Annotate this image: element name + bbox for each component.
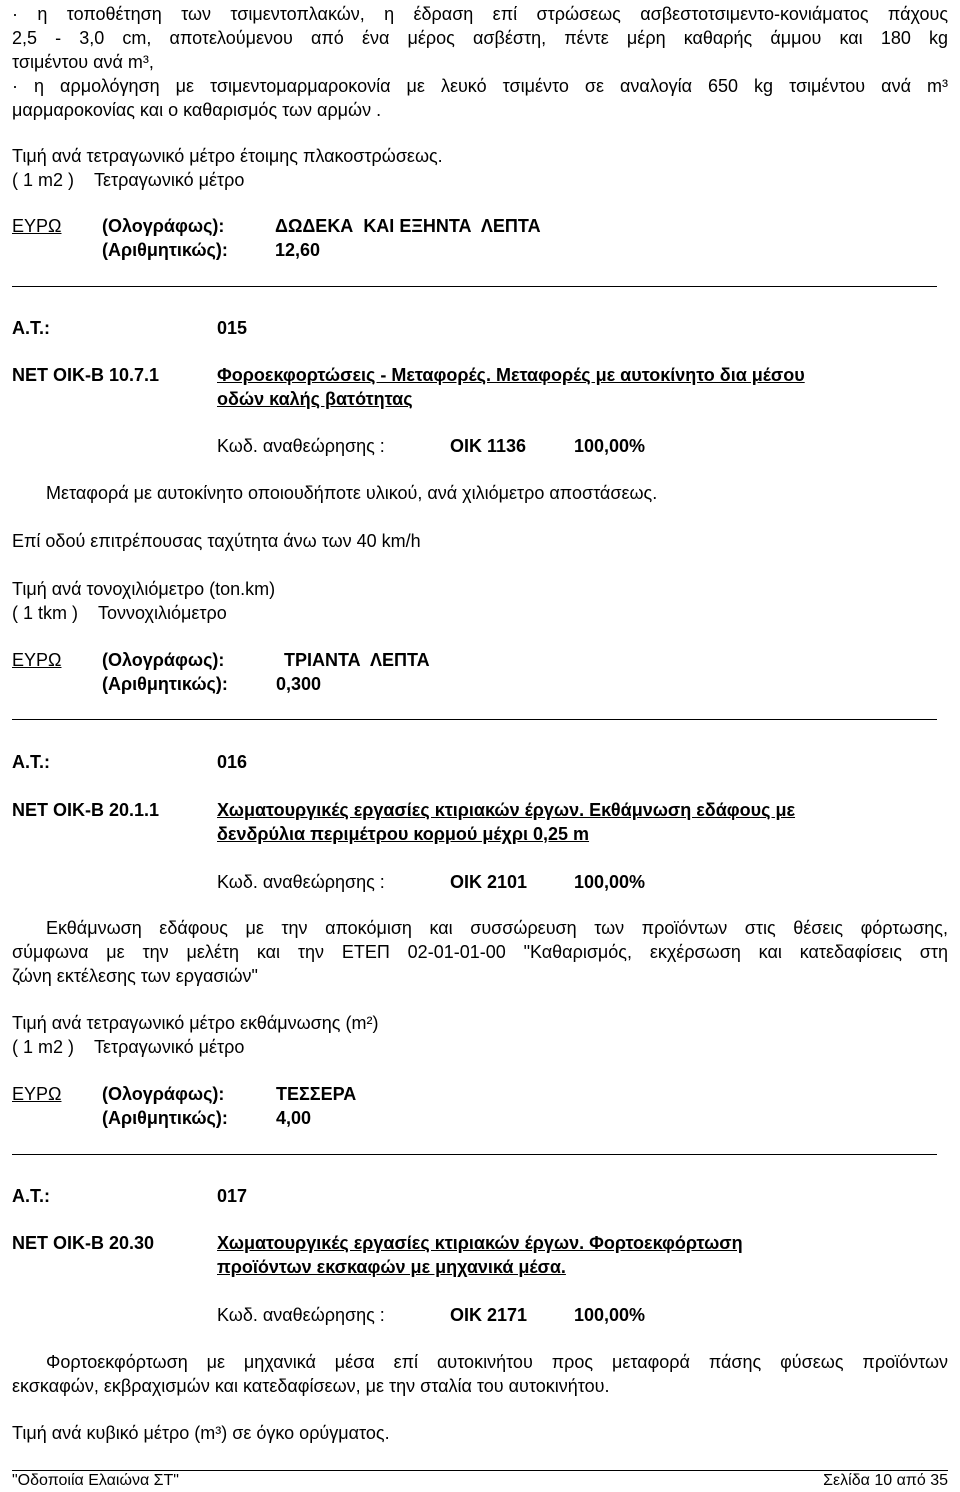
item-description: εκσκαφών, εκβραχισμών και κατεδαφίσεων, με την σταλία του αυτοκινήτου. (12, 1376, 610, 1396)
price-unit-text: Τιμή ανά τετραγωνικό μέτρο έτοιμης πλακοστρώσεως. (12, 146, 443, 166)
item-title: οδών καλής βατότητας (217, 389, 413, 409)
item-description: ζώνη εκτέλεσης των εργασιών" (12, 966, 258, 986)
item-title: Χωματουργικές εργασίες κτιριακών έργων. Εκθάμνωση εδάφους με (217, 800, 796, 820)
intro-line: μαρμαροκονίας και ο καθαρισμός των αρμών . (12, 100, 382, 120)
numeric-label: (Αριθμητικώς): (102, 674, 228, 694)
item-code: ΝΕΤ ΟΙΚ-Β 20.1.1 (12, 800, 160, 820)
intro-line: 2,5 - 3,0 cm, αποτελούμενου από ένα μέρος ασβέστη, πέντε μέρη καθαρής άμμου και 180 kg (12, 28, 948, 48)
revision-label: Κωδ. αναθεώρησης : (217, 1305, 385, 1325)
euro-label: ΕΥΡΩ (12, 650, 62, 670)
revision-percent: 100,00% (574, 872, 646, 892)
unit-text: ( 1 m2 ) Τετραγωνικό μέτρο (12, 170, 245, 190)
numeric-label: (Αριθμητικώς): (102, 240, 228, 260)
words-label: (Ολογράφως): (102, 1084, 225, 1104)
price-numeric: 4,00 (276, 1108, 312, 1128)
item-code: ΝΕΤ ΟΙΚ-Β 10.7.1 (12, 365, 160, 385)
item-at-number: 015 (217, 318, 248, 338)
price-unit-text: Τιμή ανά τονοχιλιόμετρο (ton.km) (12, 579, 276, 599)
item-at-label: Α.Τ.: (12, 752, 51, 772)
price-numeric: 0,300 (276, 674, 322, 694)
euro-label: ΕΥΡΩ (12, 1084, 62, 1104)
item-description: Εκθάμνωση εδάφους με την αποκόμιση και συσσώρευση των προϊόντων στις θέσεις φόρτωσης, (46, 918, 948, 938)
divider (12, 719, 937, 720)
footer-rule (12, 1470, 948, 1471)
footer-document-title: "Οδοποιία Ελαιώνα ΣΤ" (12, 1472, 179, 1489)
revision-percent: 100,00% (574, 436, 646, 456)
item-at-label: Α.Τ.: (12, 318, 51, 338)
item-at-label: Α.Τ.: (12, 1186, 51, 1206)
intro-line: · η αρμολόγηση με τσιμεντομαρμαροκονία με λευκό τσιμέντο σε αναλογία 650 kg τσιμέντου ανά m³ (12, 76, 948, 96)
unit-text: ( 1 m2 ) Τετραγωνικό μέτρο (12, 1037, 245, 1057)
item-at-number: 016 (217, 752, 248, 772)
price-in-words: ΤΕΣΣΕΡΑ (276, 1084, 357, 1104)
revision-code: ΟΙΚ 2101 (450, 872, 528, 892)
revision-code: ΟΙΚ 1136 (450, 436, 527, 456)
revision-code: ΟΙΚ 2171 (450, 1305, 528, 1325)
item-title: προϊόντων εκσκαφών με μηχανικά μέσα. (217, 1257, 566, 1277)
price-numeric: 12,60 (275, 240, 321, 260)
price-in-words: ΔΩΔΕΚΑ ΚΑΙ ΕΞΗΝΤΑ ΛΕΠΤΑ (275, 216, 541, 236)
revision-label: Κωδ. αναθεώρησης : (217, 436, 385, 456)
intro-line: τσιμέντου ανά m³, (12, 52, 154, 72)
words-label: (Ολογράφως): (102, 650, 225, 670)
price-unit-text: Τιμή ανά τετραγωνικό μέτρο εκθάμνωσης (m²) (12, 1013, 379, 1033)
revision-label: Κωδ. αναθεώρησης : (217, 872, 385, 892)
divider (12, 286, 937, 287)
divider (12, 1154, 937, 1155)
item-description: σύμφωνα με την μελέτη και την ΕΤΕΠ 02-01-01-00 "Καθαρισμός, εκχέρσωση και κατεδαφίσεις στη (12, 942, 948, 962)
footer-page-number: Σελίδα 10 από 35 (823, 1472, 948, 1489)
unit-text: ( 1 tkm ) Τοννοχιλιόμετρο (12, 603, 227, 623)
numeric-label: (Αριθμητικώς): (102, 1108, 228, 1128)
item-title: Φοροεκφορτώσεις - Μεταφορές. Μεταφορές με αυτοκίνητο δια μέσου (217, 365, 805, 385)
item-at-number: 017 (217, 1186, 248, 1206)
item-description: Μεταφορά με αυτοκίνητο οποιουδήποτε υλικού, ανά χιλιόμετρο αποστάσεως. (46, 483, 658, 503)
item-description: Επί οδού επιτρέπουσας ταχύτητα άνω των 40 km/h (12, 531, 421, 551)
revision-percent: 100,00% (574, 1305, 646, 1325)
item-title: Χωματουργικές εργασίες κτιριακών έργων. Φορτοεκφόρτωση (217, 1233, 743, 1253)
euro-label: ΕΥΡΩ (12, 216, 62, 236)
price-in-words: ΤΡΙΑΝΤΑ ΛΕΠΤΑ (284, 650, 430, 670)
item-code: ΝΕΤ ΟΙΚ-Β 20.30 (12, 1233, 155, 1253)
price-unit-text: Τιμή ανά κυβικό μέτρο (m³) σε όγκο ορύγματος. (12, 1423, 390, 1443)
item-title: δενδρύλια περιμέτρου κορμού μέχρι 0,25 m (217, 824, 590, 844)
intro-line: · η τοποθέτηση των τσιμεντοπλακών, η έδραση επί στρώσεως ασβεστοτσιμεντο-κονιάματος πάχους (12, 4, 948, 24)
words-label: (Ολογράφως): (102, 216, 225, 236)
item-description: Φορτοεκφόρτωση με μηχανικά μέσα επί αυτοκινήτου προς μεταφορά πάσης φύσεως προϊόντων (46, 1352, 948, 1372)
